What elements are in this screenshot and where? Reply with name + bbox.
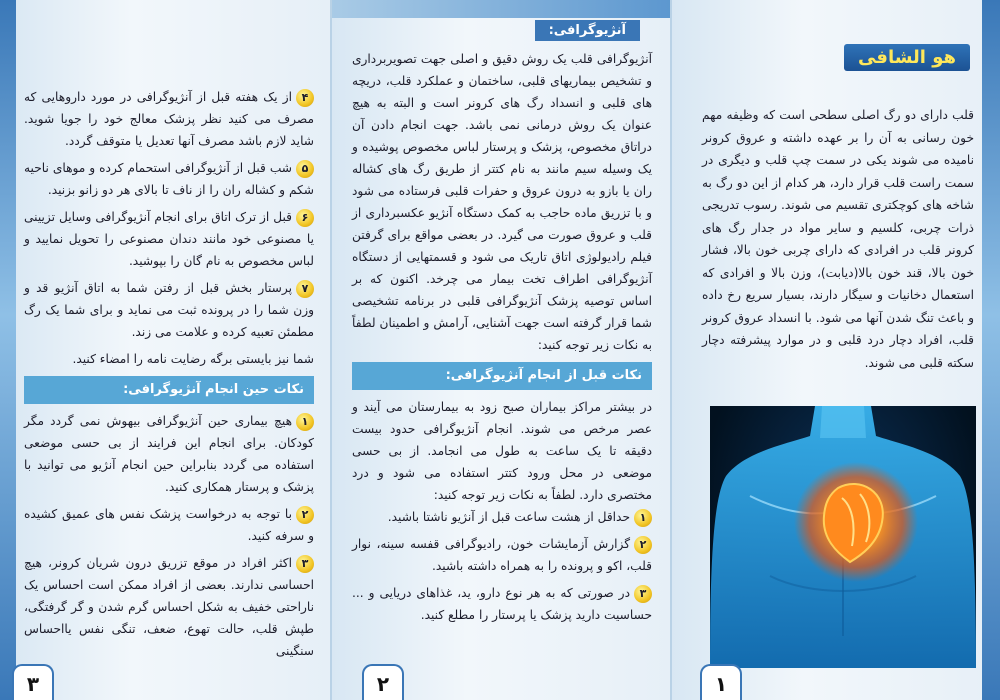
item-text: شب قبل از آنژیوگرافی استحمام کرده و موهای ناحیه شکم و کشاله ران را از ناف تا بالای هر دو زانو بزنید. [24, 161, 314, 197]
section-heading-angiography: آنژیوگرافی: [535, 20, 640, 41]
list-item [352, 533, 652, 577]
section-heading-before: نکات قبل از انجام آنژیوگرافی: [352, 362, 652, 390]
page-number: ۳ [12, 664, 54, 700]
list-item [352, 582, 652, 626]
decorative-band [0, 0, 16, 700]
item-text: با توجه به درخواست پزشک نفس های عمیق کشیده و سرفه کنید. [24, 507, 314, 543]
brochure-title: هو الشافی [844, 44, 970, 71]
list-item [24, 503, 314, 547]
list-item [352, 506, 652, 528]
page-number: ۲ [362, 664, 404, 700]
item-text: اکثر افراد در موقع تزریق درون شریان کرونر، هیچ احساسی ندارند. بعضی از افراد ممکن است احساس یک ناراحتی خفیف به شکل احساس گرم شدن و گر گرفتگی، طپش قلب، حالت تهوع، ضعف، تنگی نفس یااحساس سنگینی [24, 556, 314, 658]
decorative-band [332, 0, 670, 18]
item-text: گزارش آزمایشات خون، رادیوگرافی قفسه سینه، نوار قلب، اکو و پرونده را به همراه داشته باشید. [352, 537, 652, 573]
page-number: ۱ [700, 664, 742, 700]
item-text: پرستار بخش قبل از رفتن شما به اتاق آنژیو قد و وزن شما را در پرونده ثبت می نماید و برای شما یک رگ مطمئن تعبیه کرده و علامت می زند. [24, 281, 314, 339]
number-badge: ۳ [296, 555, 314, 573]
item-text: از یک هفته قبل از آنژیوگرافی در مورد داروهایی که مصرف می کنید نظر پزشک معالج خود را جویا شوید. شاید لازم باشد مصرف آنها تعدیل یا متوقف گردد. [24, 90, 314, 148]
number-badge: ۲ [634, 536, 652, 554]
list-item [24, 157, 314, 201]
number-badge: ۵ [296, 160, 314, 178]
number-badge: ۶ [296, 209, 314, 227]
section-heading-during: نکات حین انجام آنژیوگرافی: [24, 376, 314, 404]
number-badge: ۳ [634, 585, 652, 603]
list-item [24, 86, 314, 152]
number-badge: ۷ [296, 280, 314, 298]
item-text: قبل از ترک اتاق برای انجام آنژیوگرافی وسایل تزیینی یا مصنوعی خود مانند دندان مصنوعی را تحویل نمایید و لباس مخصوص به نام گان را بپوشید. [24, 210, 314, 268]
number-badge: ۴ [296, 89, 314, 107]
item-text: در صورتی که به هر نوع دارو، ید، غذاهای دریایی و ... حساسیت دارید پزشک یا پرستار را مطلع کنید. [352, 586, 652, 622]
panel-page-3 [0, 0, 330, 700]
item-text: حداقل از هشت ساعت قبل از آنژیو ناشتا باشید. [387, 510, 630, 524]
panel3-content [24, 86, 314, 667]
number-badge: ۱ [634, 509, 652, 527]
list-item [24, 552, 314, 662]
list-item [24, 410, 314, 498]
heart-body-svg [710, 406, 976, 668]
number-badge: ۱ [296, 413, 314, 431]
decorative-band [982, 0, 1000, 700]
item-text: هیچ بیماری حین آنژیوگرافی بیهوش نمی گردد مگر کودکان. برای انجام این فرایند از بی حسی موضعی استفاده می گردد بنابراین حین انجام آنژیو می توانید با پزشک و پرستار همکاری کنید. [24, 414, 314, 494]
panel-page-2 [330, 0, 670, 700]
heart-illustration [710, 406, 976, 668]
list-item [24, 277, 314, 343]
angiography-intro: آنژیوگرافی قلب یک روش دقیق و اصلی جهت تصویربرداری و تشخیص بیماریهای قلبی، ساختمان و عملکرد قلب، دریچه های قلبی و انسداد رگ های کرونر است و البته به هیچ عنوان یک روش درمانی نمی باشد. جهت انجام دادن آن دراتاق مخصوص، پزشک و پرستار لباس مخصوص پوشیده و یک وسیله سیم مانند به نام کتتر از طریق رگ های کشاله ران یا بازو به درون عروق و حفرات قلبی فرستاده می شود و با تزریق ماده حاجب به کمک دستگاه آنژیو عکسبرداری از قلب و عروق صورت می گیرد. در بعضی مواقع برای گرفتن فیلم رادیولوژی اتاق تاریک می شود و قسمتهایی از دستگاه آنژیوگرافی اطراف تخت بیمار می چرخد. اکنون که بر اساس توصیه پزشک آنژیوگرافی قلبی در برنامه تشخیصی شما قرار گرفته است جهت آشنایی، آرامش و اطمینان لطفاً به نکات زیر توجه کنید: [352, 52, 652, 352]
number-badge: ۲ [296, 506, 314, 524]
panel2-content [352, 48, 652, 631]
consent-line: شما نیز بایستی برگه رضایت نامه را امضاء کنید. [72, 352, 314, 366]
panel-page-1 [670, 0, 1000, 700]
before-intro: در بیشتر مراکز بیماران صبح زود به بیمارستان می آیند و عصر مرخص می شوند. انجام آنژیوگرافی حدود بیست دقیقه تا یک ساعت به طول می انجامد. از بی حسی موضعی در محل ورود کتتر استفاده می شود و درد مختصری دارد. لطفاً به نکات زیر توجه کنید: [352, 400, 652, 502]
coronary-intro: قلب دارای دو رگ اصلی سطحی است که وظیفه مهم خون رسانی به آن را بر عهده داشته و عروق کرونر نامیده می شوند یکی در سمت چپ قلب و دیگری در سمت راست قلب قرار دارد، هر کدام از این دو رگ به شاخه های کوچکتری تقسیم می شوند. رسوب تدریجی ذرات چربی، کلسیم و سایر مواد در جدار رگ های کرونر قلب در افرادی که دارای چربی خون بالا، فشار خون بالا، قند خون بالا(دیابت)، وزن بالا و افرادی که استعمال دخانیات و سیگار دارند، بسیار سریع رخ داده و باعث تنگ شدن آنها می شود. با انسداد عروق کرونر قلب، افراد دچار درد قلبی و در موارد پیشرفته دچار سکته قلبی می شوند. [702, 108, 974, 370]
list-item [24, 206, 314, 272]
